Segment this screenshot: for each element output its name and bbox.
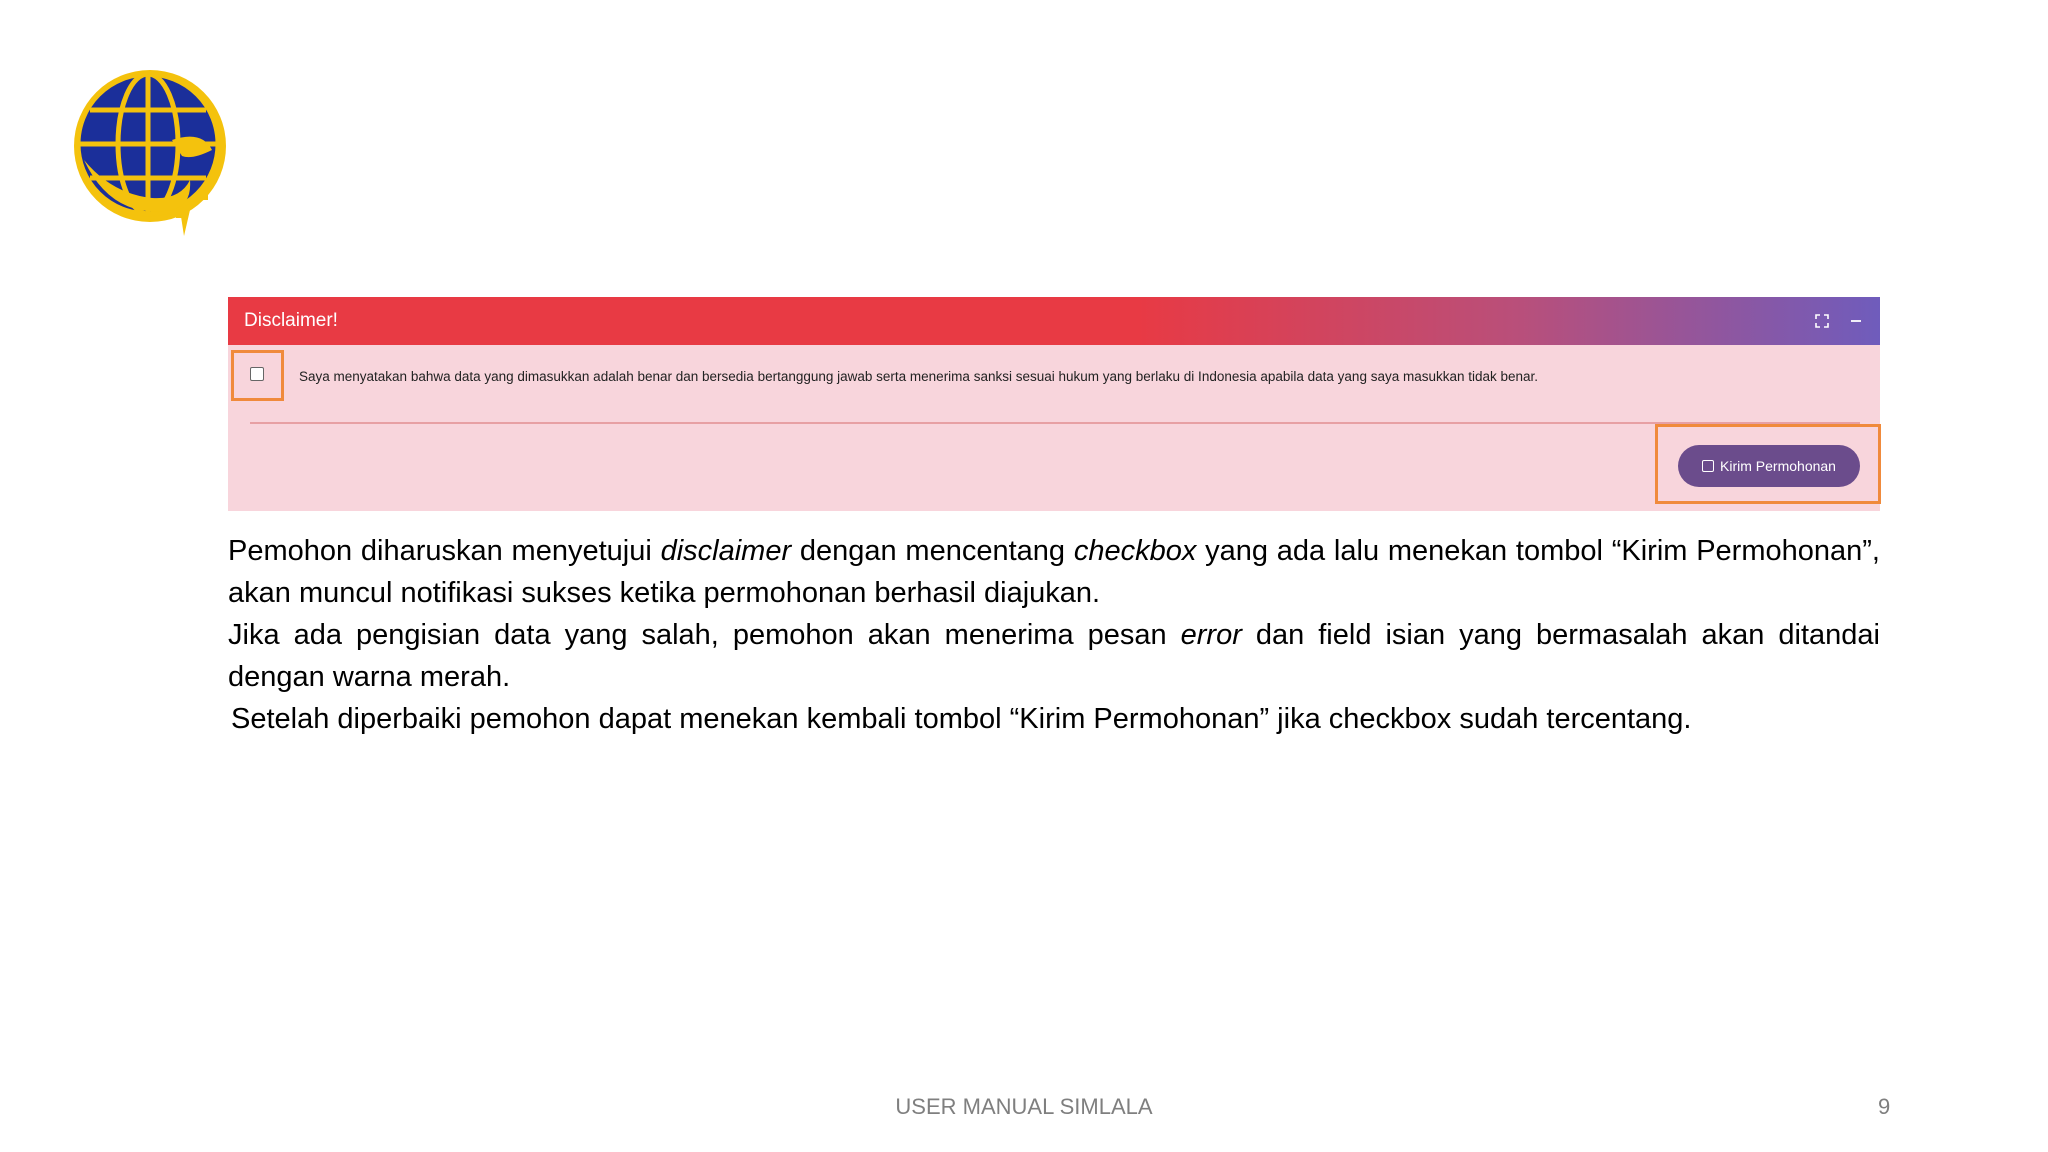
agreement-row — [228, 345, 1880, 411]
minimize-icon[interactable] — [1848, 313, 1864, 329]
agreement-statement: Saya menyatakan bahwa data yang dimasukkan adalah benar dan bersedia bertanggung jawab serta menerima sanksi sesuai hukum yang berlaku di Indonesia apabila data yang saya masukkan tidak benar. — [299, 369, 1539, 384]
divider — [250, 422, 1860, 424]
disclaimer-title: Disclaimer! — [244, 310, 338, 331]
submit-button-label: Kirim Permohonan — [1720, 458, 1836, 474]
checkbox-edit-icon — [1702, 460, 1714, 472]
globe-eagle-emblem-icon — [72, 60, 232, 240]
instruction-paragraph-1: Pemohon diharuskan menyetujui disclaimer dengan mencentang checkbox yang ada lalu menekan tombol “Kirim Permohonan”, akan muncul notifikasi sukses ketika permohonan berhasil diajukan. — [228, 535, 1880, 609]
header-tools — [1814, 313, 1864, 329]
instruction-paragraph-3: Setelah diperbaiki pemohon dapat menekan kembali tombol “Kirim Permohonan” jika checkbox sudah tercentang. — [231, 703, 1692, 735]
disclaimer-header — [228, 297, 1880, 345]
footer-title: USER MANUAL SIMLALA — [895, 1094, 1153, 1119]
instruction-paragraph-2: Jika ada pengisian data yang salah, pemohon akan menerima pesan error dan field isian yang bermasalah akan ditandai dengan warna merah. — [228, 619, 1880, 693]
instructions — [228, 530, 1880, 740]
disclaimer-card — [228, 297, 1880, 511]
agreement-checkbox[interactable] — [250, 367, 264, 381]
expand-icon[interactable] — [1814, 313, 1830, 329]
ministry-logo — [72, 60, 232, 240]
submit-application-button[interactable] — [1678, 445, 1860, 487]
page-number: 9 — [1878, 1094, 1891, 1119]
